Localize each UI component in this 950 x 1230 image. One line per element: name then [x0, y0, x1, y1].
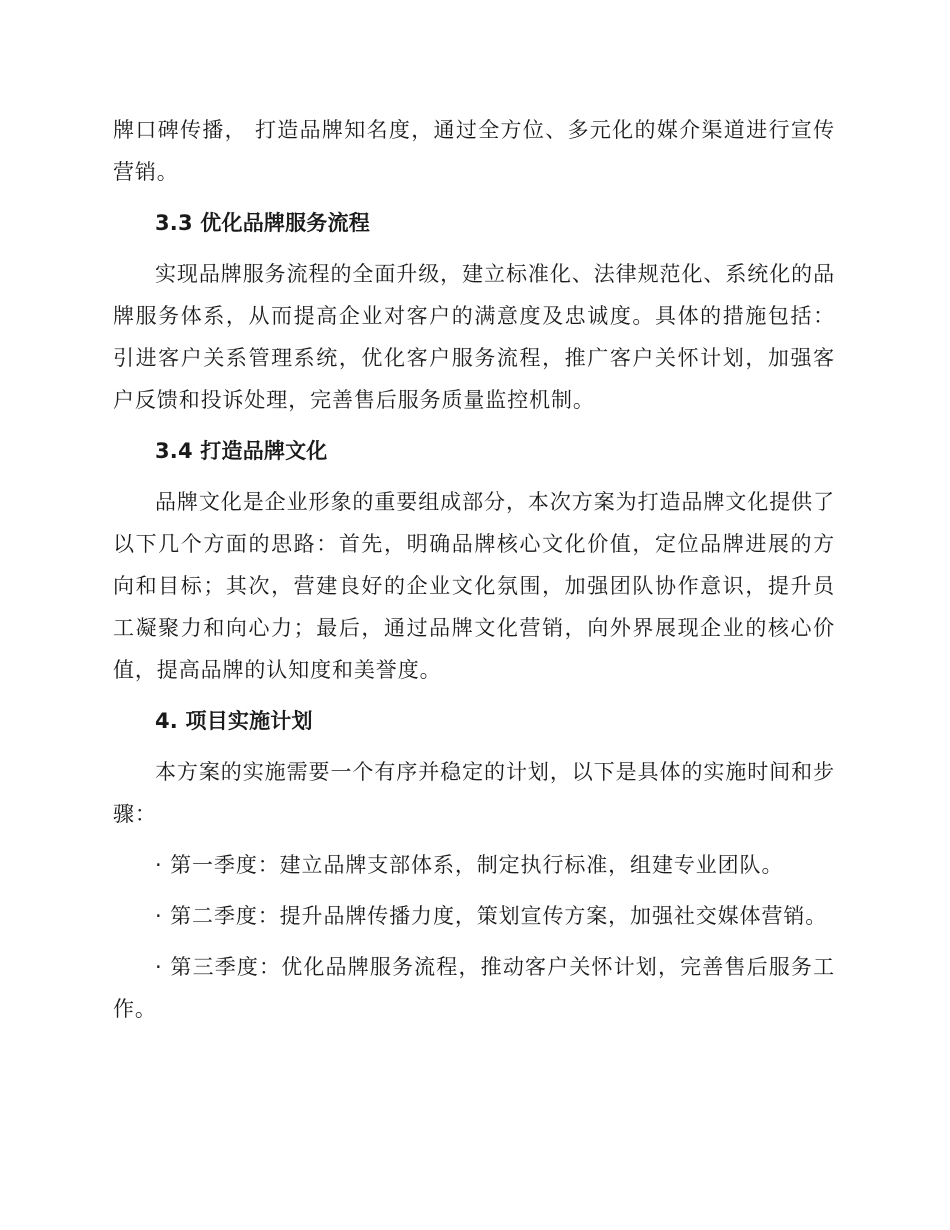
heading-brand-culture: 3.4 打造品牌文化 [155, 439, 328, 463]
bullet-q1: · 第一季度：建立品牌支部体系，制定执行标准，组建专业团队。 [155, 853, 784, 877]
paragraph-brand-word-of-mouth: 牌口碑传播， 打造品牌知名度，通过全方位、多元化的媒介渠道进行宣传营销。 [113, 118, 835, 184]
bullet-q3: · 第三季度：优化品牌服务流程，推动客户关怀计划，完善售后服务工作。 [113, 955, 835, 1021]
paragraph-service-process: 实现品牌服务流程的全面升级，建立标准化、法律规范化、系统化的品牌服务体系，从而提高企业对客户的满意度及忠诚度。具体的措施包括：引进客户关系管理系统，优化客户服务流程，推广客户关怀计划，加强客户反馈和投诉处理，完善售后服务质量监控机制。 [113, 262, 835, 412]
document-body [113, 109, 835, 1039]
heading-optimize-service-process: 3.3 优化品牌服务流程 [155, 211, 370, 235]
paragraph-implementation-intro: 本方案的实施需要一个有序并稳定的计划，以下是具体的实施时间和步骤： [113, 760, 835, 826]
heading-implementation-plan: 4. 项目实施计划 [155, 709, 313, 733]
bullet-q2: · 第二季度：提升品牌传播力度，策划宣传方案，加强社交媒体营销。 [155, 904, 828, 928]
paragraph-brand-culture: 品牌文化是企业形象的重要组成部分，本次方案为打造品牌文化提供了以下几个方面的思路：首先，明确品牌核心文化价值，定位品牌进展的方向和目标；其次，营建良好的企业文化氛围，加强团队协作意识，提升员工凝聚力和向心力；最后，通过品牌文化营销，向外界展现企业的核心价值，提高品牌的认知度和美誉度。 [113, 490, 835, 682]
